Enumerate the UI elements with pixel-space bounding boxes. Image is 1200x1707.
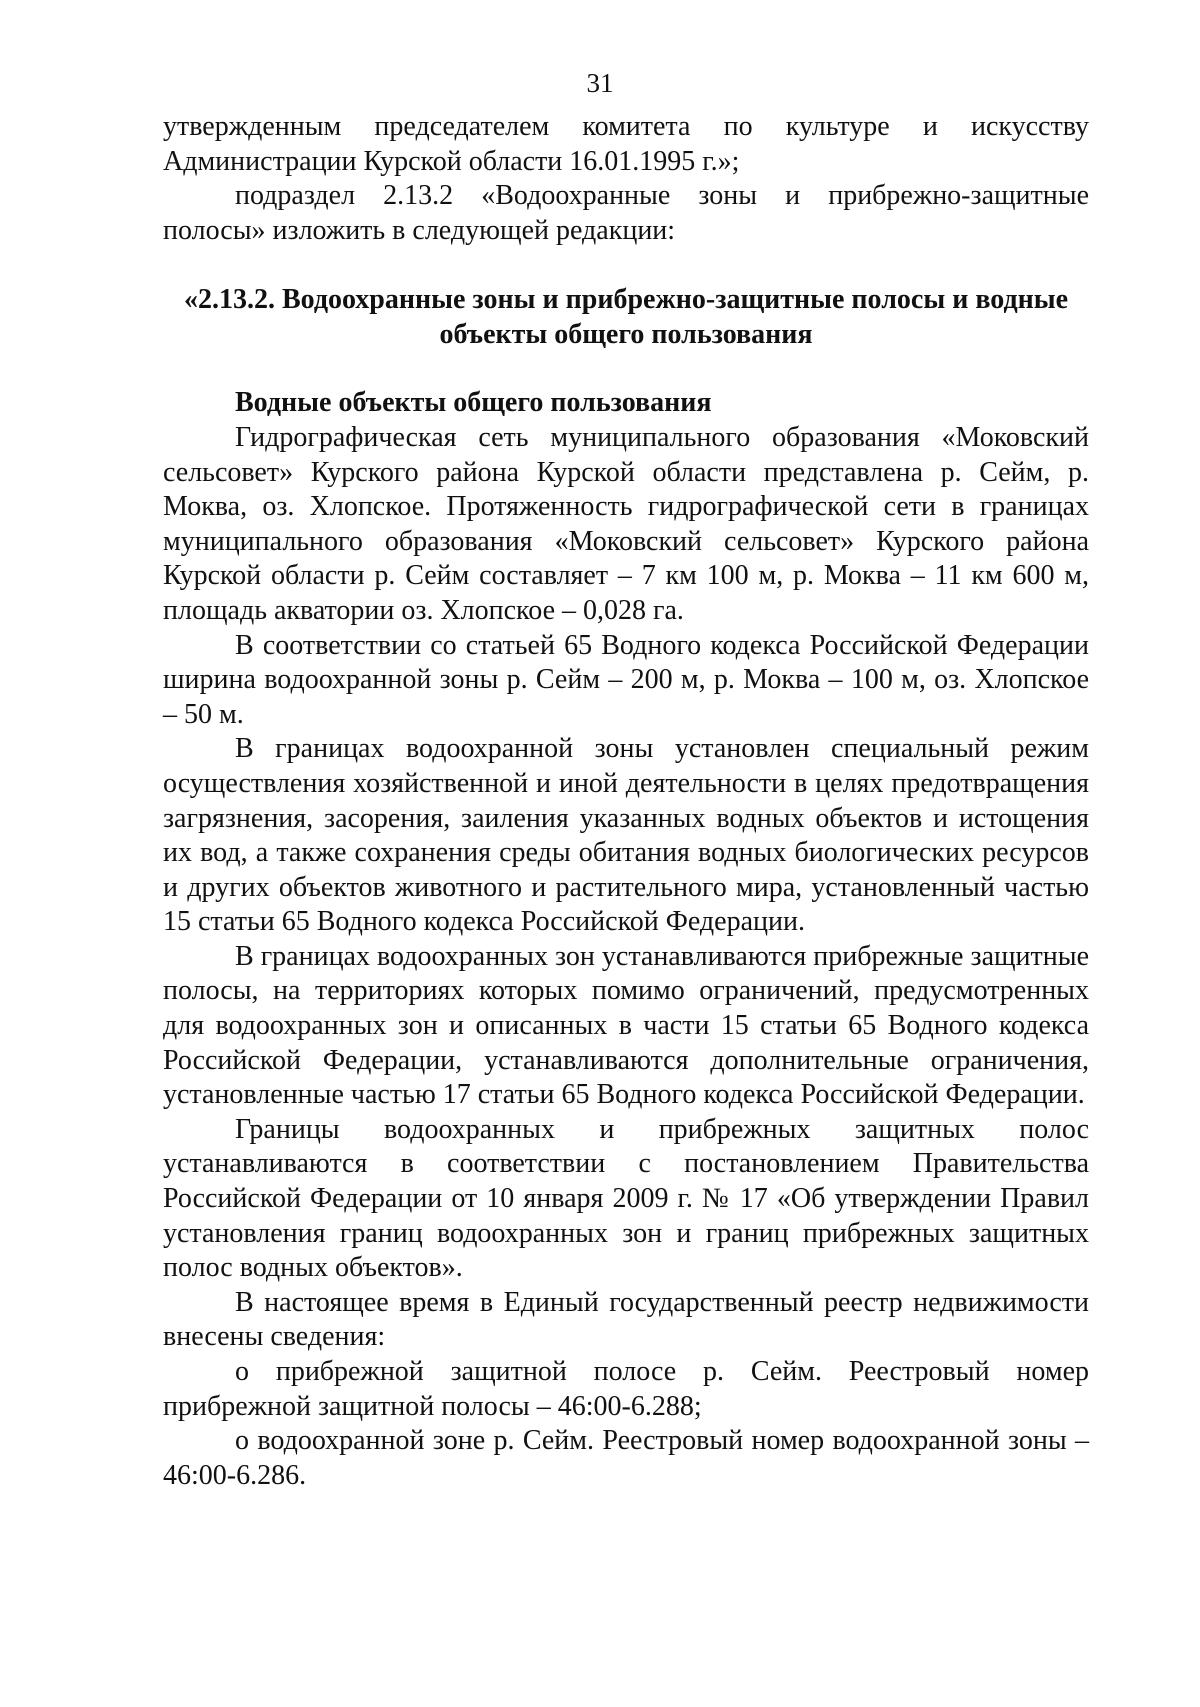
paragraph-registry-zone: о водоохранной зоне р. Сейм. Реестровый номер водоохранной зоны – 46:00-6.286. [163,1425,1089,1491]
paragraph-hydro-network: Гидрографическая сеть муниципального образования «Моковский сельсовет» Курского района Курской области представлена р. Сейм, р. Моква, оз. Хлопское. Протяженность гидрографической сети в границах муниципального образования «Моковский сельсовет» Курского района Курской области р. Сейм составляет – 7 км 100 м, р. Моква – 11 км 600 м, площадь акватории оз. Хлопское – 0,028 га. [163,421,1089,626]
paragraph-special-regime: В границах водоохранной зоны установлен специальный режим осуществления хозяйственной и иной деятельности в целях предотвращения загрязнения, засорения, заиления указанных водных объектов и истощения их вод, а также сохранения среды обитания водных биологических ресурсов и других объектов животного и растительного мира, установленный частью 15 статьи 65 Водного кодекса Российской Федерации. [163,733,1089,938]
paragraph-registry-strip: о прибрежной защитной полосе р. Сейм. Реестровый номер прибрежной защитной полосы – 46:00-6.288; [163,1356,1089,1422]
subheading: Водные объекты общего пользования [235,387,712,419]
paragraph-zone-width: В соответствии со статьей 65 Водного кодекса Российской Федерации ширина водоохранной зоны р. Сейм – 200 м, р. Моква – 100 м, оз. Хлопское – 50 м. [163,629,1089,730]
paragraph-intro-2: подраздел 2.13.2 «Водоохранные зоны и прибрежно-защитные полосы» изложить в следующей редакции: [163,180,1089,246]
section-heading: «2.13.2. Водоохранные зоны и прибрежно-защитные полосы и водные объекты общего пользования [183,284,1069,351]
page-number: 31 [586,68,614,98]
document-body [163,110,1089,1493]
paragraph-protective-strips: В границах водоохранных зон устанавливаются прибрежные защитные полосы, на территориях которых помимо ограничений, предусмотренных для водоохранных зон и описанных в части 15 статьи 65 Водного кодекса Российской Федерации, устанавливаются дополнительные ограничения, установленные частью 17 статьи 65 Водного кодекса Российской Федерации. [163,940,1089,1111]
paragraph-boundaries: Границы водоохранных и прибрежных защитных полос устанавливаются в соответствии с постановлением Правительства Российской Федерации от 10 января 2009 г. № 17 «Об утверждении Правил установления границ водоохранных зон и границ прибрежных защитных полос водных объектов». [163,1113,1089,1284]
paragraph-intro-1: утвержденным председателем комитета по культуре и искусству Администрации Курской области 16.01.1995 г.»; [163,111,1089,177]
paragraph-registry: В настоящее время в Единый государственный реестр недвижимости внесены сведения: [163,1286,1089,1353]
